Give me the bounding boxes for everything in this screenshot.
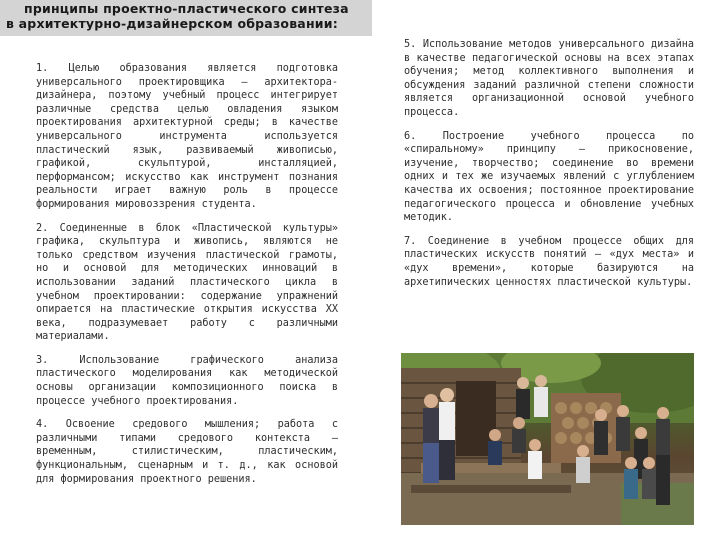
principle-4: 4. Освоение средового мышления; работа с различными типами средового контекста – временным, стилистическим, пластическим, функциональным, сценарным и т. д., как основой для формирования проектного решения. [36, 419, 338, 485]
principle-3: 3. Использование графического анализа пластического моделирования как методической основы организации композиционного поиска в процессе учебного проектирования. [36, 354, 338, 407]
principle-1: 1. Целью образования является подготовка универсального проектировщика – архитектора-дизайнера, поэтому учебный процесс интегрирует различные средства целью овладения языком проектирования архитектурной среды; в качестве универсального инструмента используется пластический язык, развиваемый живописью, графикой, скульптурой, инсталляцией, перформансом; искусство как инструмент познания реальности играет важную роль в процессе формирования мировоззрения студента. [36, 63, 338, 210]
title-line-2: в архитектурно-дизайнерском образовании: [6, 16, 338, 31]
principle-6: 6. Построение учебного процесса по «спиральному» принципу – прикосновение, изучение, творчество; соединение во времени одних и тех же изучаемых явлений с углублением качества их освоения; постоянное проектирование педагогического процесса и обновление учебных методик. [404, 130, 694, 224]
group-photo [401, 353, 694, 525]
right-text-column [404, 38, 694, 299]
principle-5: 5. Использование методов универсального дизайна в качестве педагогической основы на всех этапах обучения; метод коллективного выполнения и обсуждения заданий различной степени сложности является организационной основой учебного процесса. [404, 39, 694, 118]
title-line-1: принципы проектно-пластического синтеза [24, 1, 349, 16]
left-text-column [36, 62, 338, 496]
principle-7: 7. Соединение в учебном процессе общих для пластических искусств понятий – «дух места» и «дух времени», которые базируются на архетипических ценностях пластической культуры. [404, 235, 694, 288]
group-photo-icon [401, 353, 694, 525]
title-banner [0, 0, 372, 36]
principle-2: 2. Соединенные в блок «Пластической культуры» графика, скульптура и живопись, являются не только средством изучения пластической грамоты, но и основой для методических инноваций в использовании заданий пластического цикла в учебном проектировании: содержание упражнений опирается на пластические открытия искусства XX века, подразумевает работу с различными материалами. [36, 222, 338, 343]
